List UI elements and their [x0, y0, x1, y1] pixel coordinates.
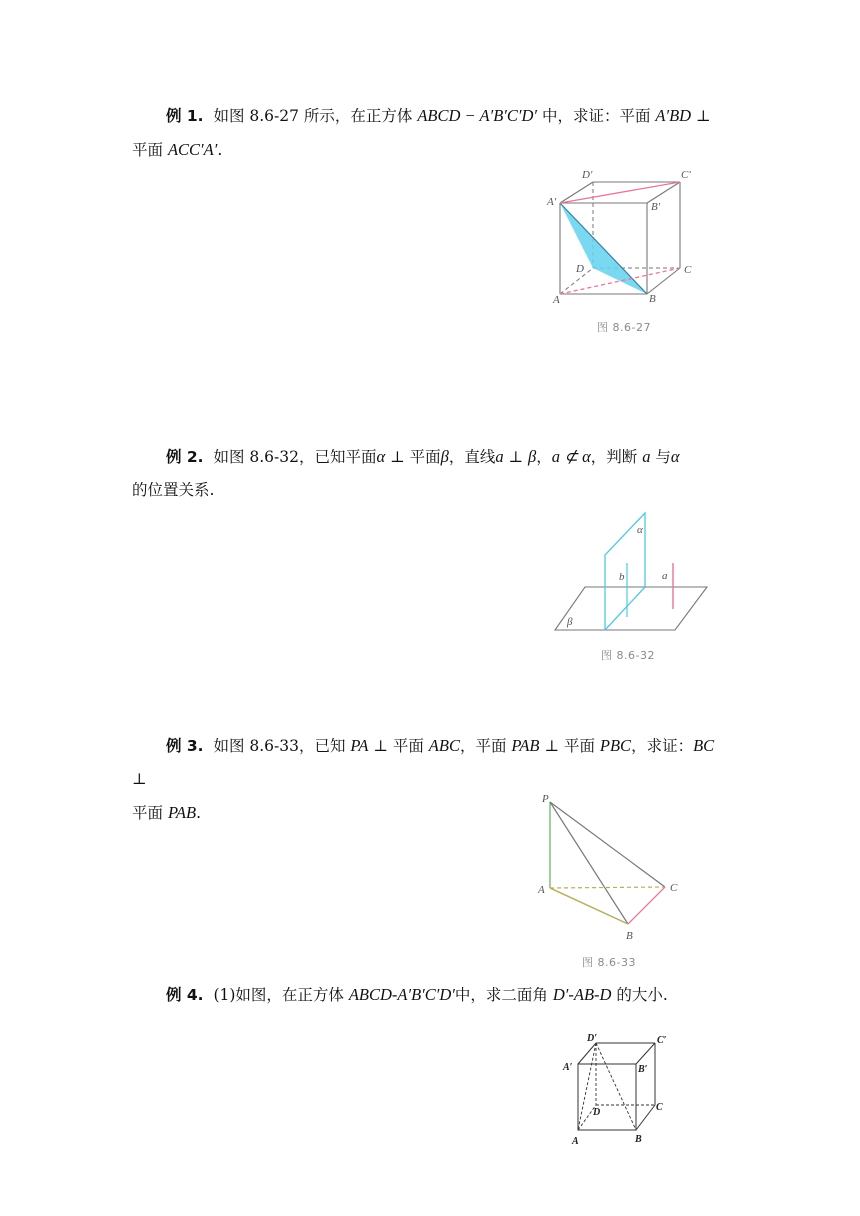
vertex-a: A [538, 884, 545, 896]
example-2-line-1 [132, 440, 732, 474]
vertex-c: C [656, 1102, 663, 1113]
vertex-b: B [635, 1134, 642, 1145]
text-run: ，求证： [631, 737, 694, 755]
text-run: . [217, 141, 223, 159]
text-run: ，直线 [448, 448, 496, 466]
vertex-a1: A′ [547, 196, 557, 208]
text-run: ⊥ [132, 770, 147, 788]
text-run: (1)如图，在正方体 [213, 986, 349, 1004]
example-label: 例 3. [166, 737, 204, 755]
vertex-p: P [542, 793, 549, 805]
text-run: ⊥ 平面 [539, 737, 600, 755]
example-1-text-cont [132, 141, 222, 159]
text-run: 平面 [132, 804, 168, 822]
text-run: 的位置关系. [132, 481, 215, 499]
text-run: ⊥ 平面 [368, 737, 429, 755]
example-label: 例 4. [166, 986, 204, 1004]
example-3-text [132, 737, 714, 788]
edge-bc [628, 887, 665, 924]
vertex-d1: D′ [587, 1033, 598, 1044]
example-4-text [213, 986, 667, 1004]
math-expression: α [376, 447, 386, 466]
text-run: ⊥ [691, 107, 711, 125]
text-run: ，判断 [590, 448, 643, 466]
vertex-c: C [684, 264, 692, 276]
example-1 [132, 99, 732, 167]
text-run: 中，求二面角 [454, 986, 553, 1004]
vertex-c: C [670, 882, 678, 894]
figure-caption: 图 8.6-32 [601, 649, 655, 662]
figure-caption: 图 8.6-33 [582, 956, 636, 969]
example-label: 例 2. [166, 448, 204, 466]
text-run: 的大小. [611, 986, 668, 1004]
vertex-b: B [649, 293, 656, 305]
example-2-line-2 [132, 474, 732, 507]
math-expression: α [670, 447, 680, 466]
figure-caption: 图 8.6-27 [597, 321, 651, 334]
example-4 [132, 978, 732, 1012]
example-1-text [213, 107, 710, 125]
vertex-c1: C′ [681, 169, 691, 181]
math-expression: D′-AB-D [552, 985, 612, 1004]
math-expression: PBC [599, 736, 632, 755]
example-1-line-2 [132, 133, 732, 167]
figure-8-6-33 [530, 790, 700, 970]
example-label: 例 1. [166, 107, 204, 125]
text-run: ，平面 [459, 737, 512, 755]
text-run: 如图 8.6-32，已知平面 [213, 448, 377, 466]
example-3-line-1 [132, 729, 732, 796]
text-run: . [196, 804, 201, 822]
math-expression: ABC [428, 736, 460, 755]
figure-8-6-32 [545, 505, 720, 665]
math-expression: a ⊄ α [551, 447, 591, 466]
text-run: 平面 [132, 141, 168, 159]
text-run: ， [536, 448, 552, 466]
label-b: b [619, 571, 625, 583]
math-expression: β [528, 447, 537, 466]
label-alpha: α [637, 524, 643, 536]
vertex-c1: C′ [657, 1035, 667, 1046]
math-expression: a [495, 447, 504, 466]
math-expression: a [642, 447, 651, 466]
vertex-b: B [626, 930, 633, 942]
figure-example-4 [560, 1030, 680, 1155]
label-a: a [662, 570, 668, 582]
text-run: 中，求证：平面 [537, 107, 656, 125]
example-2 [132, 440, 732, 507]
vertex-a1: A′ [563, 1062, 573, 1073]
label-beta: β [567, 616, 573, 628]
vertex-d: D [576, 263, 584, 275]
figure-8-6-27 [540, 165, 700, 345]
vertex-d: D [593, 1107, 601, 1118]
math-expression: BC [693, 736, 715, 755]
plane-beta [555, 587, 707, 630]
math-expression: PA [350, 736, 369, 755]
math-expression: A′BD [655, 106, 692, 125]
vertex-a: A [572, 1136, 579, 1147]
diagonal-ac1 [560, 182, 680, 203]
text-run: 与 [650, 448, 671, 466]
vertex-b1: B′ [638, 1064, 648, 1075]
vertex-d1: D′ [582, 169, 593, 181]
math-expression: ACC′A′ [167, 140, 218, 159]
example-1-line-1 [132, 99, 732, 133]
math-expression: β [440, 447, 449, 466]
math-expression: PAB [511, 736, 540, 755]
vertex-b1: B′ [651, 201, 661, 213]
example-4-line-1 [132, 978, 732, 1012]
math-expression: ABCD-A′B′C′D′ [348, 985, 455, 1004]
math-expression: ABCD − A′B′C′D′ [417, 106, 538, 125]
example-3-text-cont [132, 804, 201, 822]
text-run: ⊥ [503, 448, 529, 466]
example-2-text-cont [132, 481, 214, 499]
math-expression: PAB [167, 803, 197, 822]
text-run: 如图 8.6-27 所示，在正方体 [213, 107, 418, 125]
text-run: 如图 8.6-33，已知 [213, 737, 351, 755]
example-2-text [213, 448, 679, 466]
vertex-a: A [553, 294, 560, 306]
text-run: ⊥ 平面 [385, 448, 441, 466]
